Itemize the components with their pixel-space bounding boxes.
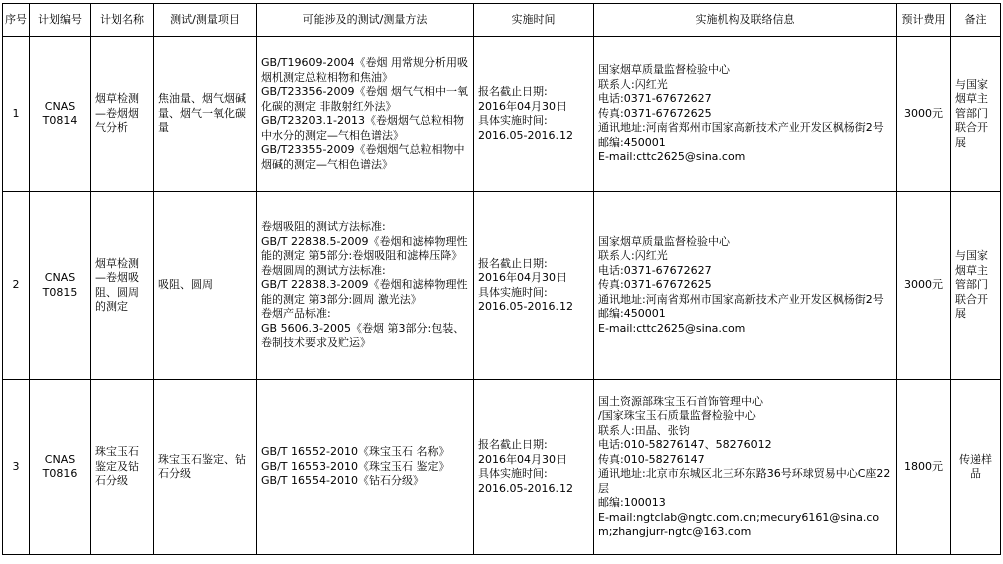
org-email: E-mail:cttc2625@sina.com	[598, 321, 746, 335]
header-items: 测试/测量项目	[154, 4, 257, 37]
header-fee: 预计费用	[897, 4, 951, 37]
table-row	[3, 37, 1001, 192]
org-cell	[594, 380, 897, 555]
time-line: 2016.05-2016.12	[478, 128, 573, 142]
proficiency-plan-table	[2, 3, 1001, 555]
org-line: 国土资源部珠宝玉石首饰管理中心	[598, 394, 763, 408]
org-line: 电话:0371-67672627	[598, 263, 712, 277]
note-cell: 与国家烟草主管部门联合开展	[951, 192, 1001, 380]
method-line: GB/T19609-2004《卷烟 用常规分析用吸烟机测定总粒相物和焦油》	[261, 56, 468, 84]
code-prefix: CNAS	[44, 99, 76, 113]
methods-cell	[257, 380, 474, 555]
seq-cell: 2	[3, 192, 30, 380]
time-cell	[474, 380, 594, 555]
items-cell: 珠宝玉石鉴定、钻石分级	[154, 380, 257, 555]
fee-cell: 3000元	[897, 192, 951, 380]
time-cell	[474, 37, 594, 192]
header-seq: 序号	[3, 4, 30, 37]
table-row	[3, 192, 1001, 380]
header-methods: 可能涉及的测试/测量方法	[257, 4, 474, 37]
org-line: 通讯地址:河南省郑州市国家高新技术产业开发区枫杨街2号	[598, 292, 884, 306]
table-row	[3, 380, 1001, 555]
header-note: 备注	[951, 4, 1001, 37]
method-line: GB/T 16554-2010《钻石分级》	[261, 474, 424, 488]
time-cell	[474, 192, 594, 380]
code-cell	[30, 192, 91, 380]
code-prefix: CNAS	[44, 271, 76, 284]
org-line: 邮编:450001	[598, 135, 666, 149]
code-cell	[30, 37, 91, 192]
method-line: GB/T23356-2009《卷烟 烟气气相中一氧化碳的测定 非散射红外法》	[261, 85, 468, 113]
org-line: 联系人:闪红光	[598, 249, 668, 263]
org-line: 国家烟草质量监督检验中心	[598, 63, 730, 77]
org-line: 传真:0371-67672625	[598, 106, 712, 120]
method-line: GB 5606.3-2005《卷烟 第3部分:包装、卷制技术要求及贮运》	[261, 321, 465, 350]
fee-cell: 3000元	[897, 37, 951, 192]
org-line: 通讯地址:北京市东城区北三环东路36号环球贸易中心C座22层	[598, 467, 891, 495]
org-line: 邮编:450001	[598, 307, 666, 321]
method-line: 卷烟吸阻的测试方法标准:	[261, 220, 386, 234]
time-line: 具体实施时间:	[478, 285, 548, 299]
org-line: 传真:0371-67672625	[598, 278, 712, 292]
org-line: 电话:0371-67672627	[598, 92, 712, 106]
seq-cell: 3	[3, 380, 30, 555]
method-line: GB/T 16553-2010《珠宝玉石 鉴定》	[261, 459, 450, 473]
org-line: /国家珠宝玉石质量监督检验中心	[598, 409, 756, 422]
seq-cell: 1	[3, 37, 30, 192]
org-line: 联系人:闪红光	[598, 77, 668, 91]
name-cell: 烟草检测—卷烟吸阻、圆周的测定	[91, 192, 154, 380]
code-number: T0814	[42, 114, 78, 127]
code-number: T0815	[42, 285, 78, 299]
note-cell: 与国家烟草主管部门联合开展	[951, 37, 1001, 192]
org-line: 联系人:田晶、张钧	[598, 423, 690, 437]
note-cell: 传递样品	[951, 380, 1001, 555]
time-line: 具体实施时间:	[478, 114, 548, 127]
fee-cell: 1800元	[897, 380, 951, 555]
header-time: 实施时间	[474, 4, 594, 37]
time-line: 2016年04月30日	[478, 271, 567, 284]
org-email: E-mail:ngtclab@ngtc.com.cn;mecury6161@sina.com;zhangjurr-ngtc@163.com	[598, 510, 880, 538]
header-row	[3, 4, 1001, 37]
code-cell	[30, 380, 91, 555]
time-line: 报名截止日期:	[478, 256, 548, 270]
time-line: 具体实施时间:	[478, 467, 548, 480]
method-line: 卷烟产品标准:	[261, 307, 331, 321]
method-line: GB/T23355-2009《卷烟烟气总粒相物中烟碱的测定—气相色谱法》	[261, 143, 465, 171]
time-line: 2016年04月30日	[478, 99, 567, 113]
org-cell	[594, 37, 897, 192]
header-code: 计划编号	[30, 4, 91, 37]
method-line: GB/T23203.1-2013《卷烟烟气总粒相物中水分的测定—气相色谱法》	[261, 114, 464, 142]
time-line: 报名截止日期:	[478, 85, 548, 98]
items-cell: 吸阻、圆周	[154, 192, 257, 380]
header-name: 计划名称	[91, 4, 154, 37]
org-line: 电话:010-58276147、58276012	[598, 438, 772, 451]
code-number: T0816	[42, 467, 78, 480]
methods-cell	[257, 37, 474, 192]
method-line: GB/T 22838.5-2009《卷烟和滤棒物理性能的测定 第5部分:卷烟吸阻和滤棒压降》	[261, 234, 468, 263]
name-cell: 珠宝玉石鉴定及钻石分级	[91, 380, 154, 555]
items-cell: 焦油量、烟气烟碱量、烟气一氧化碳量	[154, 37, 257, 192]
header-org: 实施机构及联络信息	[594, 4, 897, 37]
time-line: 报名截止日期:	[478, 438, 548, 451]
methods-cell	[257, 192, 474, 380]
org-line: 传真:010-58276147	[598, 452, 705, 466]
org-line: 国家烟草质量监督检验中心	[598, 234, 730, 248]
method-line: 卷烟圆周的测试方法标准:	[261, 263, 386, 277]
time-line: 2016.05-2016.12	[478, 300, 573, 313]
org-line: 邮编:100013	[598, 496, 666, 509]
org-line: 通讯地址:河南省郑州市国家高新技术产业开发区枫杨街2号	[598, 121, 884, 135]
org-email: E-mail:cttc2625@sina.com	[598, 150, 746, 164]
method-line: GB/T 22838.3-2009《卷烟和滤棒物理性能的测定 第3部分:圆周 激光法》	[261, 278, 468, 306]
method-line: GB/T 16552-2010《珠宝玉石 名称》	[261, 445, 450, 459]
name-cell: 烟草检测—卷烟烟气分析	[91, 37, 154, 192]
code-prefix: CNAS	[44, 452, 76, 466]
org-cell	[594, 192, 897, 380]
time-line: 2016年04月30日	[478, 452, 567, 466]
time-line: 2016.05-2016.12	[478, 481, 573, 495]
